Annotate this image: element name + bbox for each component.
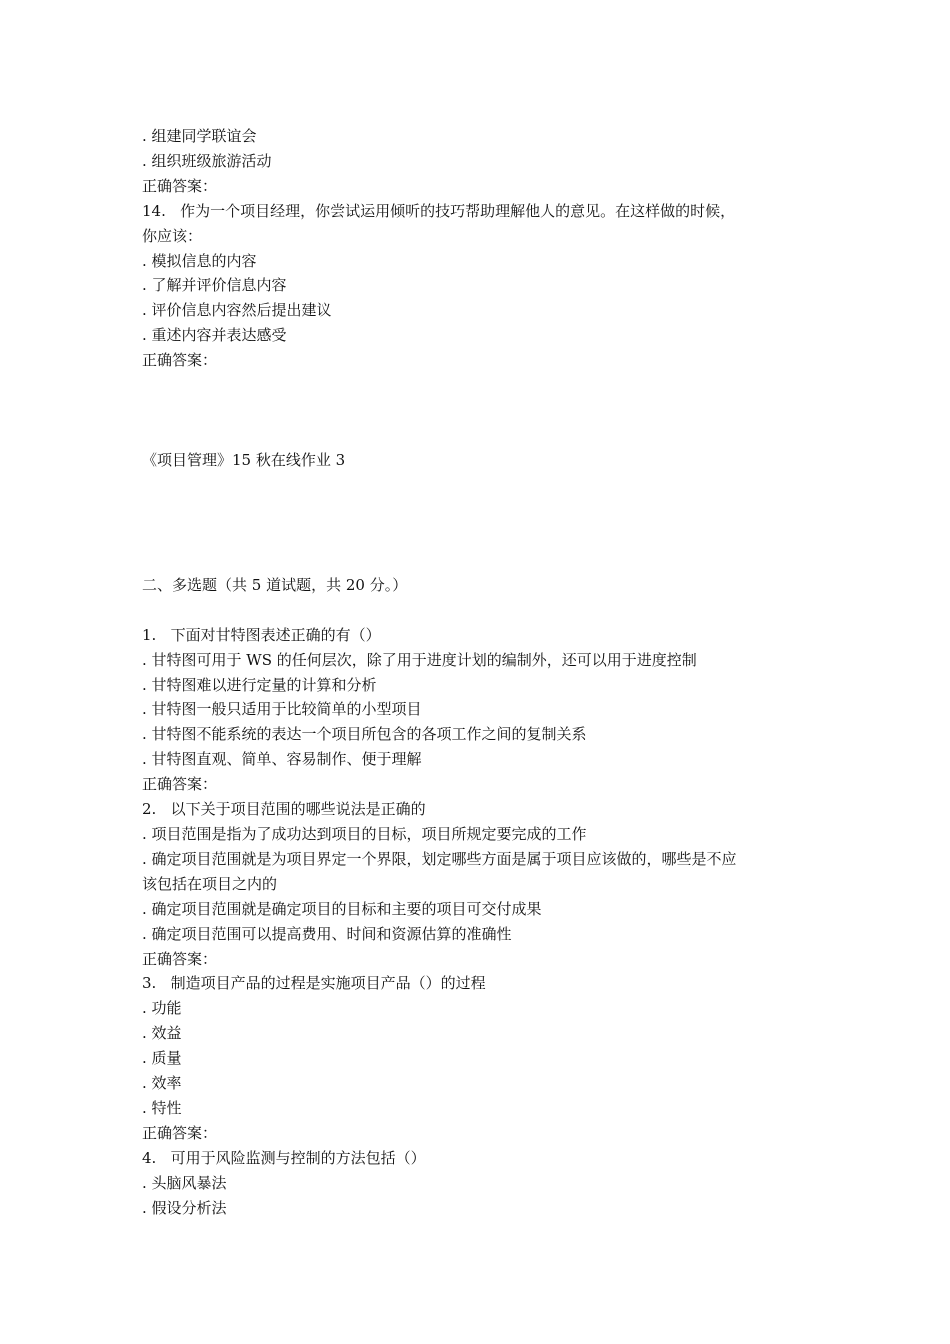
section-heading: 二、多选题（共 5 道试题，共 20 分。）: [142, 575, 408, 594]
option-item: . 功能: [142, 999, 182, 1018]
answer-label: 正确答案：: [142, 1123, 218, 1142]
question-stem-continued: 你应该：: [142, 226, 203, 245]
document-title: 《项目管理》15 秋在线作业 3: [142, 451, 346, 470]
question-stem: 4. 可用于风险监测与控制的方法包括（）: [142, 1148, 426, 1167]
option-item: . 效益: [142, 1024, 182, 1043]
question-stem: 3. 制造项目产品的过程是实施项目产品（）的过程: [142, 974, 486, 993]
option-item: . 组织班级旅游活动: [142, 151, 272, 170]
option-item: . 头脑风暴法: [142, 1173, 227, 1192]
answer-label: 正确答案：: [142, 949, 218, 968]
option-item: . 模拟信息的内容: [142, 251, 257, 270]
option-item-continued: 该包括在项目之内的: [142, 874, 278, 893]
document-page: [142, 124, 822, 1221]
spacer: [142, 598, 822, 623]
question-stem: 2. 以下关于项目范围的哪些说法是正确的: [142, 800, 426, 819]
option-item: . 甘特图一般只适用于比较简单的小型项目: [142, 700, 422, 719]
option-item: . 项目范围是指为了成功达到项目的目标，项目所规定要完成的工作: [142, 825, 587, 844]
option-item: . 了解并评价信息内容: [142, 276, 287, 295]
option-item: . 假设分析法: [142, 1198, 227, 1217]
option-item: . 特性: [142, 1098, 182, 1117]
option-item: . 甘特图不能系统的表达一个项目所包含的各项工作之间的复制关系: [142, 725, 587, 744]
option-item: . 确定项目范围可以提高费用、时间和资源估算的准确性: [142, 924, 512, 943]
question-stem: 14. 作为一个项目经理，你尝试运用倾听的技巧帮助理解他人的意见。在这样做的时候，: [142, 201, 736, 220]
spacer: [142, 373, 822, 448]
option-item: . 评价信息内容然后提出建议: [142, 301, 332, 320]
spacer: [142, 473, 822, 573]
option-item: . 甘特图难以进行定量的计算和分析: [142, 675, 377, 694]
option-item: . 组建同学联谊会: [142, 127, 257, 145]
answer-label: 正确答案：: [142, 351, 218, 370]
option-item: . 甘特图直观、简单、容易制作、便于理解: [142, 750, 422, 769]
option-item: . 确定项目范围就是为项目界定一个界限，划定哪些方面是属于项目应该做的，哪些是不应: [142, 849, 737, 868]
option-item: . 质量: [142, 1049, 182, 1068]
option-item: . 重述内容并表达感受: [142, 326, 287, 345]
answer-label: 正确答案：: [142, 176, 218, 195]
option-item: . 确定项目范围就是确定项目的目标和主要的项目可交付成果: [142, 899, 542, 918]
question-stem: 1. 下面对甘特图表述正确的有（）: [142, 625, 381, 644]
option-item: . 甘特图可用于 WS 的任何层次，除了用于进度计划的编制外，还可以用于进度控制: [142, 650, 697, 669]
option-item: . 效率: [142, 1074, 182, 1093]
answer-label: 正确答案：: [142, 775, 218, 794]
